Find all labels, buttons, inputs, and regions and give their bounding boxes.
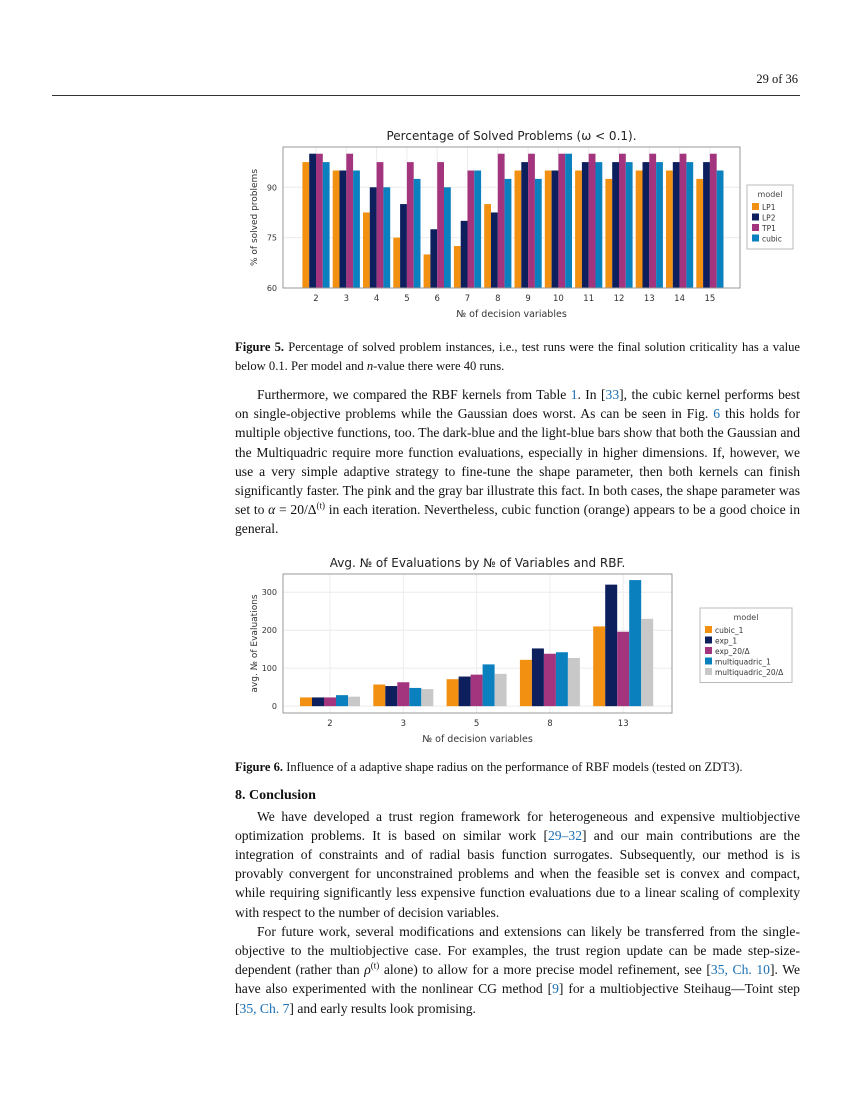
x-tick-label: 3 <box>400 719 407 729</box>
x-tick-label: 8 <box>547 719 553 729</box>
text-segment: n <box>366 358 374 373</box>
figure6-chart <box>245 552 805 752</box>
bar-exp-1-2 <box>312 697 324 706</box>
text-segment: For future work, several modifications and extensions can likely be transferred from the single-objective to the multiobjective case. For examples, the trust region update can be made step-size-dependent (rather than <box>235 923 800 978</box>
reference-link[interactable]: 33 <box>605 387 620 402</box>
bar-exp-20---2 <box>324 697 336 706</box>
y-tick-label: 75 <box>266 233 277 243</box>
x-tick-label: 8 <box>495 294 501 304</box>
y-axis-label: avg. № of Evaluations <box>250 594 260 693</box>
x-tick-label: 3 <box>343 294 350 304</box>
bar-LP1-7 <box>454 246 461 288</box>
legend-label: multiquadric_1 <box>715 657 771 667</box>
bar-LP2-9 <box>521 162 528 288</box>
bar-LP1-5 <box>393 238 400 288</box>
figure6-caption-label: Figure 6. <box>235 760 284 774</box>
bar-multiquadric-1-13 <box>629 580 641 706</box>
bar-LP2-10 <box>552 171 559 289</box>
text-segment: Percentage of solved problem instances, i.e., test runs were the final solution criticality has a value below 0.1. Per model and <box>235 340 800 373</box>
bar-TP1-7 <box>468 171 475 289</box>
bar-cubic-1-3 <box>373 685 385 707</box>
bar-multiquadric-20---2 <box>348 697 360 706</box>
bar-LP1-8 <box>484 204 491 288</box>
reference-link[interactable]: 35, Ch. 7 <box>239 1000 290 1016</box>
bar-LP1-6 <box>424 254 431 288</box>
x-tick-label: 13 <box>643 294 655 304</box>
bar-multiquadric-1-3 <box>409 688 421 706</box>
x-tick-label: 12 <box>613 294 625 304</box>
text-segment: ] and early results look promising. <box>289 1000 476 1016</box>
text-segment: ]. We have also experimented with the nonlinear CG method [ <box>235 962 800 997</box>
text-segment: We have developed a trust region framework for heterogeneous and expensive multiobjective optimization problems. It is based on similar work [ <box>235 808 800 843</box>
text-segment: ρ <box>364 962 371 978</box>
legend-label: LP1 <box>762 203 776 212</box>
x-tick-label: 15 <box>704 294 716 304</box>
bar-cubic-1-2 <box>300 697 312 706</box>
bar-LP1-9 <box>515 171 522 289</box>
legend-label: exp_20/Δ <box>715 647 750 656</box>
legend-label: TP1 <box>762 224 776 233</box>
y-tick-label: 60 <box>266 284 277 293</box>
chart-title: Avg. № of Evaluations by № of Variables and RBF. <box>329 556 626 570</box>
bar-exp-1-3 <box>385 686 397 706</box>
text-segment: this holds for multiple objective functions, too. The dark-blue and the light-blue bars show that both the Gaussian and the Multiquadric require more function evaluations, especially in higher dimensions. If, however, we use a very simple adaptive strategy to fine-tune the shape parameter, then both kernels can finish significantly faster. The pink and the gray bar illustrate this fact. In both cases, the shape parameter was set to <box>235 406 800 518</box>
bar-TP1-9 <box>528 154 535 288</box>
bar-exp-1-5 <box>459 677 471 707</box>
bar-TP1-3 <box>346 154 353 288</box>
text-segment: -value there were 40 runs. <box>373 358 505 373</box>
bar-cubic-3 <box>353 171 360 289</box>
bar-cubic-9 <box>535 179 542 288</box>
x-tick-label: 7 <box>464 294 471 304</box>
text-segment: alone) to allow for a more precise model refinement, see [ <box>379 962 711 978</box>
superscript: (t) <box>370 960 380 971</box>
text-segment: ] and our main contributions are the integration of constraints and of radial basis function surrogates. Subsequently, our method is is provably convergent for unconstrained problems and when the feasible set is convex and compact, while requiring significantly less expensive function evaluations due to a linear scaling of complexity with respect to the number of decision variables. <box>235 827 800 920</box>
legend-label: exp_1 <box>715 636 738 646</box>
bar-LP2-11 <box>582 162 589 288</box>
legend-swatch <box>705 637 712 644</box>
legend-title: model <box>733 613 759 622</box>
bar-exp-20---13 <box>617 632 629 706</box>
text-segment: = 20/Δ <box>275 502 317 518</box>
chart-title: Percentage of Solved Problems (ω < 0.1). <box>386 129 637 143</box>
bar-LP1-14 <box>666 171 673 289</box>
legend-swatch <box>705 668 712 675</box>
bar-cubic-11 <box>596 162 603 288</box>
bar-LP2-12 <box>612 162 619 288</box>
bar-TP1-15 <box>710 154 717 288</box>
bar-LP1-2 <box>302 162 309 288</box>
bar-cubic-1-5 <box>447 679 459 706</box>
y-tick-label: 0 <box>271 702 277 712</box>
figure5-text-block <box>235 338 800 539</box>
bar-exp-1-13 <box>605 585 617 707</box>
bar-exp-20---3 <box>397 682 409 706</box>
y-tick-label: 100 <box>261 664 277 674</box>
legend-swatch <box>752 235 759 242</box>
bar-multiquadric-20---3 <box>421 689 433 706</box>
bar-LP2-3 <box>340 171 347 289</box>
bar-multiquadric-1-8 <box>556 652 568 706</box>
x-tick-label: 2 <box>327 719 333 729</box>
x-tick-label: 9 <box>525 294 531 304</box>
bar-multiquadric-1-2 <box>336 695 348 706</box>
text-segment: in each iteration. Nevertheless, cubic function (orange) appears to be a good choice in general. <box>235 502 800 537</box>
paragraph-conclusion <box>235 807 800 922</box>
bar-LP1-15 <box>696 179 703 288</box>
bar-multiquadric-20---8 <box>568 658 580 706</box>
bar-cubic-4 <box>383 187 390 288</box>
reference-link[interactable]: 9 <box>552 981 559 997</box>
figure5-caption-text <box>235 340 800 373</box>
text-segment: ], the cubic kernel performs best on single-objective problems while the Gaussian does worst. As can be seen in Fig. <box>235 387 800 422</box>
bar-TP1-8 <box>498 154 505 288</box>
x-tick-label: 11 <box>583 294 595 304</box>
y-tick-label: 90 <box>266 183 277 193</box>
bar-cubic-12 <box>626 162 633 288</box>
x-tick-label: 14 <box>674 294 686 304</box>
bar-LP2-15 <box>703 162 710 288</box>
bar-TP1-6 <box>437 162 444 288</box>
figure5-caption-label: Figure 5. <box>235 340 285 354</box>
y-axis-label: % of solved problems <box>250 168 260 267</box>
bar-LP1-12 <box>605 179 612 288</box>
text-segment: Influence of a adaptive shape radius on the performance of RBF models (tested on ZDT3). <box>283 760 743 774</box>
reference-link[interactable]: 6 <box>713 406 721 422</box>
bar-multiquadric-20---5 <box>495 674 507 706</box>
paragraph-text <box>235 924 800 1016</box>
paragraph-text <box>235 809 800 920</box>
bar-LP1-3 <box>333 171 340 289</box>
superscript: (t) <box>316 500 326 511</box>
bar-TP1-14 <box>680 154 687 288</box>
y-tick-label: 300 <box>261 588 277 598</box>
bar-TP1-13 <box>649 154 656 288</box>
bar-LP2-4 <box>370 187 377 288</box>
legend-title: model <box>757 190 783 199</box>
bar-cubic-7 <box>474 171 481 289</box>
bar-LP2-7 <box>461 221 468 288</box>
bar-cubic-5 <box>414 179 421 288</box>
bar-LP2-2 <box>309 154 316 288</box>
reference-link[interactable]: 35, Ch. 10 <box>710 962 770 978</box>
bar-TP1-11 <box>589 154 596 288</box>
reference-link[interactable]: 29–32 <box>548 827 582 843</box>
figure5-caption <box>235 338 800 375</box>
bar-cubic-2 <box>323 162 330 288</box>
figure6-caption-text <box>283 760 743 774</box>
bar-exp-20---5 <box>471 675 483 707</box>
bar-cubic-15 <box>717 171 724 289</box>
x-tick-label: 2 <box>313 294 319 304</box>
bar-LP2-6 <box>430 229 437 288</box>
text-segment: α <box>268 502 276 518</box>
x-tick-label: 6 <box>434 294 440 304</box>
bar-multiquadric-1-5 <box>483 664 495 706</box>
x-tick-label: 5 <box>473 719 480 729</box>
x-tick-label: 5 <box>404 294 410 304</box>
y-tick-label: 200 <box>261 626 277 636</box>
figure6-caption <box>235 758 800 777</box>
bar-TP1-4 <box>377 162 384 288</box>
bar-LP1-4 <box>363 212 370 288</box>
bar-TP1-12 <box>619 154 626 288</box>
legend-label: multiquadric_20/Δ <box>715 668 784 677</box>
bar-LP1-10 <box>545 171 552 289</box>
bar-LP2-13 <box>643 162 650 288</box>
header-rule <box>52 95 800 96</box>
bar-cubic-1-8 <box>520 660 532 706</box>
bar-TP1-5 <box>407 162 414 288</box>
bar-exp-1-8 <box>532 648 544 706</box>
bar-cubic-14 <box>686 162 693 288</box>
x-axis-label: № of decision variables <box>422 734 533 745</box>
legend-swatch <box>752 224 759 231</box>
bar-cubic-13 <box>656 162 663 288</box>
bar-multiquadric-20---13 <box>641 619 653 706</box>
bar-LP2-5 <box>400 204 407 288</box>
bar-cubic-1-13 <box>593 626 605 706</box>
legend-swatch <box>705 626 712 633</box>
legend-label: LP2 <box>762 213 776 223</box>
paragraph-rbf-kernels <box>235 385 800 539</box>
paragraph-text <box>235 387 800 536</box>
legend-swatch <box>705 647 712 654</box>
x-tick-label: 4 <box>373 294 380 304</box>
text-segment: ] for a multiobjective Steihaug—Toint step [ <box>235 981 800 1016</box>
legend-label: cubic <box>762 234 782 244</box>
text-segment: Furthermore, we compared the RBF kernels from Table <box>257 387 571 402</box>
bar-LP2-8 <box>491 212 498 288</box>
bar-LP2-14 <box>673 162 680 288</box>
bar-LP1-11 <box>575 171 582 289</box>
legend-swatch <box>752 203 759 210</box>
legend-label: cubic_1 <box>715 626 744 635</box>
paragraph-future-work <box>235 922 800 1018</box>
bar-LP1-13 <box>636 171 643 289</box>
conclusion-text-block <box>235 758 800 1018</box>
page-number: 29 of 36 <box>756 72 798 86</box>
x-axis-label: № of decision variables <box>456 309 567 320</box>
figure5-chart <box>245 125 805 325</box>
reference-link[interactable]: 1 <box>570 387 578 402</box>
text-segment: . In [ <box>577 387 606 402</box>
bar-cubic-6 <box>444 187 451 288</box>
x-tick-label: 10 <box>552 294 564 304</box>
x-tick-label: 13 <box>617 719 629 729</box>
bar-exp-20---8 <box>544 654 556 706</box>
bar-TP1-2 <box>316 154 323 288</box>
bar-TP1-10 <box>558 154 565 288</box>
legend-swatch <box>752 214 759 221</box>
bar-cubic-8 <box>505 179 512 288</box>
bar-cubic-10 <box>565 154 572 288</box>
section-heading: 8. Conclusion <box>235 787 316 803</box>
legend-swatch <box>705 658 712 665</box>
